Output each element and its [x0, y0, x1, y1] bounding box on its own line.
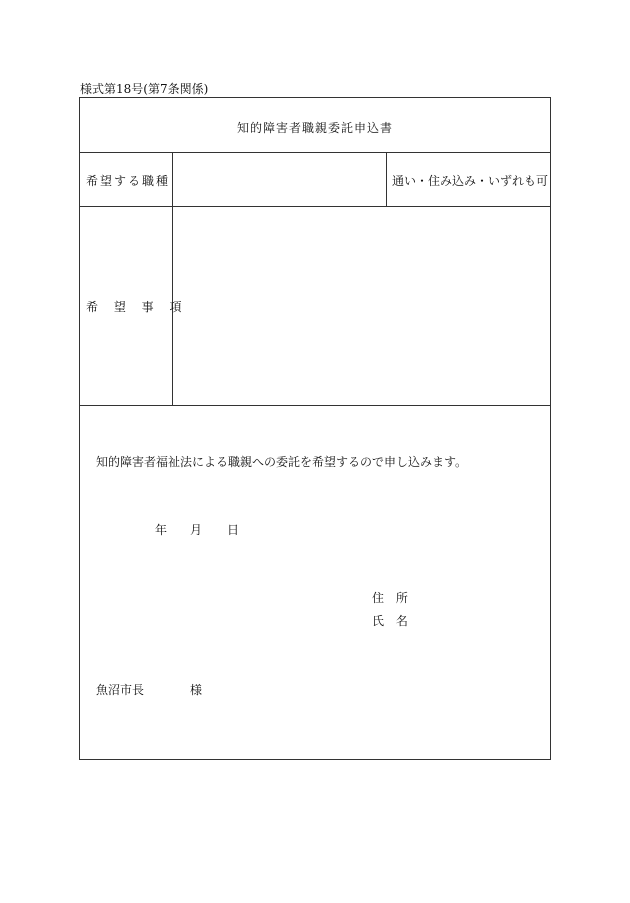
recipient-honorific: 様	[190, 683, 203, 697]
divider-job-options	[386, 152, 387, 206]
divider-title	[80, 152, 550, 153]
application-statement: 知的障害者福祉法による職親への委託を希望するので申し込みます。	[96, 455, 468, 469]
wish-items-label: 希 望 事 項	[86, 300, 188, 314]
recipient-name: 魚沼市長	[96, 683, 145, 697]
name-label: 氏 名	[372, 614, 412, 628]
divider-label-column	[172, 152, 173, 405]
commute-options-text: 通い・住み込み・いずれも可	[392, 174, 549, 188]
date-day-label: 日	[227, 523, 240, 537]
job-type-field[interactable]	[174, 154, 386, 204]
form-number: 様式第18号(第7条関係)	[80, 82, 209, 96]
address-label: 住 所	[372, 591, 412, 605]
date-year-label: 年	[155, 523, 168, 537]
divider-wish-row	[80, 405, 550, 406]
application-form-frame	[79, 97, 551, 760]
job-type-label: 希望する職種	[86, 174, 171, 188]
divider-job-row	[80, 206, 550, 207]
wish-items-field[interactable]	[174, 208, 550, 404]
date-month-label: 月	[190, 523, 203, 537]
form-title: 知的障害者職親委託申込書	[236, 121, 393, 135]
